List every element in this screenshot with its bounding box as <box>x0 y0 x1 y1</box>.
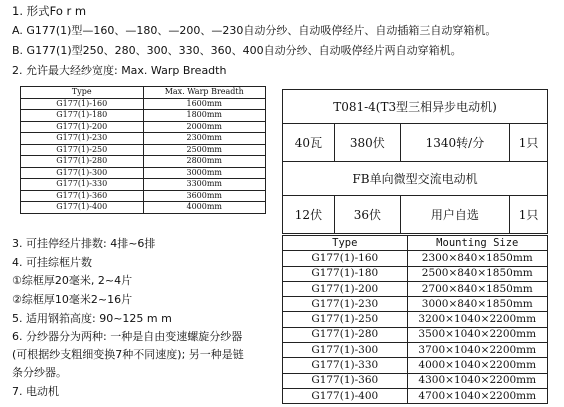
breadth-cell: 1800mm <box>143 110 266 122</box>
type-cell: G177(1)-180 <box>21 110 144 122</box>
breadth-cell: 2300mm <box>143 133 266 145</box>
col-header-breadth: Max. Warp Breadth <box>143 87 266 99</box>
size-cell: 4700×1040×2200mm <box>407 388 547 403</box>
type-cell: G177(1)-330 <box>283 358 408 373</box>
type-cell: G177(1)-230 <box>283 297 408 312</box>
table-row <box>283 312 548 327</box>
table-row <box>21 133 266 145</box>
motor-title-t081: T081-4(T3型三相异步电动机) <box>283 90 548 124</box>
table-row <box>21 121 266 133</box>
breadth-cell: 3600mm <box>143 190 266 202</box>
item-6-line2: (可根据纱支粗细变换7种不同速度); 另一种是链 <box>12 348 244 361</box>
motor-table <box>282 89 548 234</box>
table-row <box>21 144 266 156</box>
breadth-cell: 2800mm <box>143 156 266 168</box>
table-header-row <box>283 236 548 251</box>
type-cell: G177(1)-200 <box>283 281 408 296</box>
table-row <box>21 202 266 214</box>
item-5: 5. 适用钢筘高度: 90~125 m m <box>12 312 172 325</box>
motor-title-row <box>283 90 548 124</box>
table-row <box>283 251 548 266</box>
motor-spec-row <box>283 124 548 162</box>
type-cell: G177(1)-280 <box>283 327 408 342</box>
heading-form: 1. 形式Fo r m <box>12 4 87 18</box>
col-header-mounting-size: Mounting Size <box>407 236 547 251</box>
breadth-cell: 3000mm <box>143 167 266 179</box>
breadth-cell: 2000mm <box>143 121 266 133</box>
item-4a: ①综框厚20毫米, 2~4片 <box>12 274 133 287</box>
size-cell: 2300×840×1850mm <box>407 251 547 266</box>
item-6-line1: 6. 分纱器分为两种: 一种是自由变速螺旋分纱器 <box>12 330 243 343</box>
motor-count: 1只 <box>510 124 548 162</box>
table-row <box>283 281 548 296</box>
heading-breadth: 2. 允许最大经纱宽度: Max. Warp Breadth <box>12 64 227 77</box>
max-warp-breadth-table <box>20 86 266 214</box>
type-cell: G177(1)-400 <box>283 388 408 403</box>
type-cell: G177(1)-360 <box>21 190 144 202</box>
motor-spec-row <box>283 196 548 234</box>
size-cell: 3200×1040×2200mm <box>407 312 547 327</box>
type-cell: G177(1)-200 <box>21 121 144 133</box>
breadth-cell: 1600mm <box>143 98 266 110</box>
motor-power: 40瓦 <box>283 124 335 162</box>
breadth-cell: 2500mm <box>143 144 266 156</box>
type-cell: G177(1)-160 <box>21 98 144 110</box>
item-3: 3. 可挂停经片排数: 4排~6排 <box>12 237 156 250</box>
line-b: B. G177(1)型250、280、300、330、360、400自动分纱、自动吸停经片两自动穿箱机。 <box>12 44 462 57</box>
type-cell: G177(1)-360 <box>283 373 408 388</box>
table-row <box>283 388 548 403</box>
table-row <box>283 266 548 281</box>
table-row <box>21 98 266 110</box>
size-cell: 2700×840×1850mm <box>407 281 547 296</box>
table-row <box>21 190 266 202</box>
size-cell: 4300×1040×2200mm <box>407 373 547 388</box>
type-cell: G177(1)-300 <box>283 343 408 358</box>
item-6-line3: 条分纱器。 <box>12 366 67 379</box>
motor-user-choice: 用户自选 <box>400 196 509 234</box>
item-4b: ②综框厚10毫米2~16片 <box>12 293 133 306</box>
line-a: A. G177(1)型—160、—180、—200、—230自动分纱、自动吸停经片、自动插箱三自动穿箱机。 <box>12 24 497 37</box>
size-cell: 3500×1040×2200mm <box>407 327 547 342</box>
col-header-type: Type <box>283 236 408 251</box>
table-row <box>283 343 548 358</box>
motor-count: 1只 <box>510 196 548 234</box>
size-cell: 3000×840×1850mm <box>407 297 547 312</box>
motor-title-row <box>283 162 548 196</box>
type-cell: G177(1)-180 <box>283 266 408 281</box>
type-cell: G177(1)-300 <box>21 167 144 179</box>
motor-title-fb: FB单向微型交流电动机 <box>283 162 548 196</box>
table-row <box>283 327 548 342</box>
type-cell: G177(1)-160 <box>283 251 408 266</box>
table-row <box>283 373 548 388</box>
table-header-row <box>21 87 266 99</box>
size-cell: 4000×1040×2200mm <box>407 358 547 373</box>
table-row <box>283 358 548 373</box>
motor-voltage-12: 12伏 <box>283 196 335 234</box>
table-row <box>283 297 548 312</box>
breadth-cell: 4000mm <box>143 202 266 214</box>
size-cell: 3700×1040×2200mm <box>407 343 547 358</box>
type-cell: G177(1)-280 <box>21 156 144 168</box>
motor-voltage-36: 36伏 <box>334 196 400 234</box>
size-cell: 2500×840×1850mm <box>407 266 547 281</box>
col-header-type: Type <box>21 87 144 99</box>
type-cell: G177(1)-250 <box>283 312 408 327</box>
type-cell: G177(1)-330 <box>21 179 144 191</box>
motor-voltage: 380伏 <box>334 124 400 162</box>
motor-speed: 1340转/分 <box>400 124 509 162</box>
type-cell: G177(1)-250 <box>21 144 144 156</box>
item-4: 4. 可挂综框片数 <box>12 256 92 269</box>
type-cell: G177(1)-230 <box>21 133 144 145</box>
table-row <box>21 110 266 122</box>
type-cell: G177(1)-400 <box>21 202 144 214</box>
mounting-size-table <box>282 235 548 404</box>
table-row <box>21 167 266 179</box>
table-row <box>21 179 266 191</box>
breadth-cell: 3300mm <box>143 179 266 191</box>
item-7: 7. 电动机 <box>12 385 59 398</box>
table-row <box>21 156 266 168</box>
